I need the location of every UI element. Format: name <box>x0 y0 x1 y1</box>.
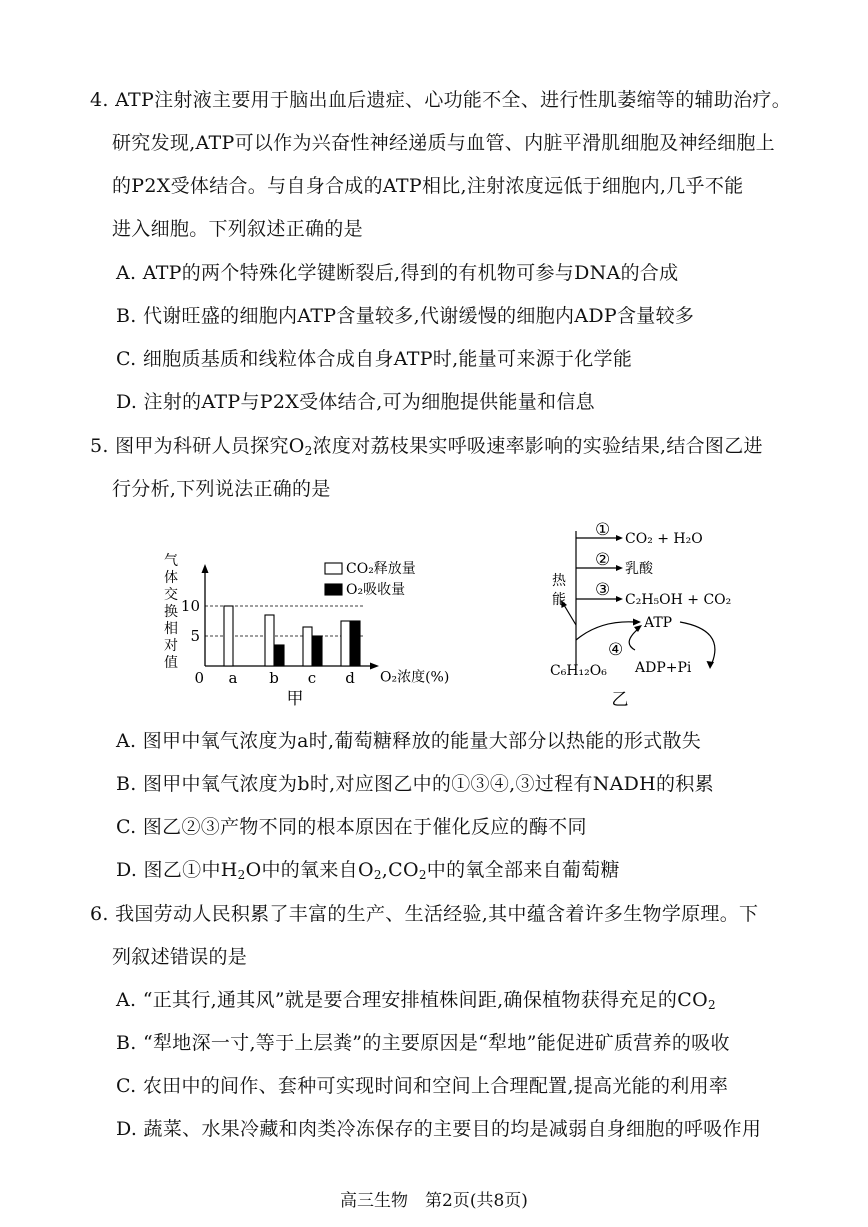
q5-option-b: B. 图甲中氧气浓度为b时,对应图乙中的①③④,③过程有NADH的积累 <box>116 773 714 795</box>
q6-line-1: 6. 我国劳动人民积累了丰富的生产、生活经验,其中蕴含着许多生物学原理。下 <box>90 903 759 925</box>
y-tick-labels <box>181 597 200 645</box>
q4-line-4: 进入细胞。下列叙述正确的是 <box>112 218 363 240</box>
y-axis-label-char: 对 <box>164 638 178 654</box>
legend-swatch-o2 <box>325 584 342 595</box>
path-3-product: C₂H₅OH + CO₂ <box>625 592 732 608</box>
y-tick-label: 10 <box>180 597 200 615</box>
heat-label-1: 热 <box>552 573 566 589</box>
q5-option-d: D. 图乙①中$H_2O$中的氧来自$O_2,CO_2$中的氧全部来自葡萄糖 <box>116 859 620 882</box>
q4-line-1 <box>90 88 791 112</box>
figure-yi-diagram <box>540 515 740 710</box>
y-axis-label <box>164 553 178 671</box>
cycle-arrow-head <box>707 661 715 669</box>
figure-jia-caption: 甲 <box>286 689 304 708</box>
q5-option-c: C. 图乙②③产物不同的根本原因在于催化反应的酶不同 <box>116 816 587 838</box>
y-axis-label-char: 值 <box>164 655 178 671</box>
x-tick-label: b <box>269 669 279 688</box>
cycle-arc-right <box>680 622 715 663</box>
legend-co2-label: CO₂释放量 <box>346 561 416 577</box>
q4-number: 4. <box>90 89 109 111</box>
q4-line-2: 研究发现,ATP可以作为兴奋性神经递质与血管、内脏平滑肌细胞及神经细胞上 <box>112 132 775 154</box>
branch-2-arrow <box>616 565 623 571</box>
adp-label: ADP+Pi <box>635 660 692 676</box>
bar-d-co2 <box>341 621 350 666</box>
bar-b-co2 <box>265 615 274 666</box>
q4-line-3: 的P2X受体结合。与自身合成的ATP相比,注射浓度远低于细胞内,几乎不能 <box>112 175 744 197</box>
q4-option-c: C. 细胞质基质和线粒体合成自身ATP时,能量可来源于化学能 <box>116 348 633 370</box>
y-axis-label-char: 相 <box>164 621 178 637</box>
atp-label: ATP <box>644 615 673 631</box>
energy-arrow <box>576 622 635 640</box>
heat-label-2: 能 <box>552 592 566 608</box>
bar-c-o2 <box>313 636 322 666</box>
q4-stem-1: ATP注射液主要用于脑出血后遗症、心功能不全、进行性肌萎缩等的辅助治疗。 <box>115 89 792 111</box>
page-footer: 高三生物 第2页(共8页) <box>340 1191 528 1211</box>
bar-c-co2 <box>303 627 312 666</box>
y-axis-label-char: 换 <box>164 604 178 620</box>
x-axis-arrow <box>370 663 379 670</box>
heat-line <box>564 605 576 625</box>
branch-1-arrow <box>616 535 623 541</box>
q6-line-2: 列叙述错误的是 <box>112 946 248 968</box>
y-axis-arrow <box>202 564 209 573</box>
origin-label: 0 <box>194 669 204 688</box>
q4-option-d: D. 注射的ATP与P2X受体结合,可为细胞提供能量和信息 <box>116 391 595 413</box>
legend-o2-label: O₂吸收量 <box>346 582 406 598</box>
energy-arrow-head <box>633 619 641 626</box>
q4-option-b: B. 代谢旺盛的细胞内ATP含量较多,代谢缓慢的细胞内ADP含量较多 <box>116 305 695 327</box>
q6-option-c: C. 农田中的间作、套种可实现时间和空间上合理配置,提高光能的利用率 <box>116 1075 729 1097</box>
legend <box>325 561 416 598</box>
path-1-number: ① <box>595 520 611 540</box>
bar-d-o2 <box>351 621 360 666</box>
y-axis-label-char: 体 <box>164 570 178 586</box>
legend-swatch-co2 <box>325 563 342 574</box>
path-2-product: 乳酸 <box>625 561 653 577</box>
q4-option-a: A. ATP的两个特殊化学键断裂后,得到的有机物可参与DNA的合成 <box>116 262 679 284</box>
path-3-number: ③ <box>595 580 611 600</box>
q6-option-d: D. 蔬菜、水果冷藏和肉类冷冻保存的主要目的均是减弱自身细胞的呼吸作用 <box>116 1118 762 1140</box>
x-tick-label: c <box>307 669 317 688</box>
x-tick-label: d <box>345 669 355 688</box>
figure-yi-caption: 乙 <box>611 690 629 710</box>
bar-b-o2 <box>275 645 284 666</box>
path-2-number: ② <box>595 550 611 570</box>
y-axis-label-char: 气 <box>164 553 178 569</box>
y-tick-label: 5 <box>190 627 200 645</box>
cycle-arc-left <box>629 629 638 650</box>
path-1-product: CO₂ + H₂O <box>625 531 703 547</box>
x-tick-label: a <box>228 669 238 688</box>
bar-a-co2 <box>224 606 233 666</box>
q6-option-a: A. “正其行,通其风”就是要合理安排植株间距,确保植物获得充足的$CO_2$ <box>116 989 716 1012</box>
figure-jia-bar-chart <box>160 548 470 708</box>
x-tick-labels <box>229 669 356 687</box>
x-axis-label: O₂浓度(%) <box>380 669 450 686</box>
substrate-label: C₆H₁₂O₆ <box>550 663 607 679</box>
y-axis-label-char: 交 <box>164 587 178 603</box>
path-4-number: ④ <box>608 640 624 660</box>
q6-option-b: B. “犁地深一寸,等于上层粪”的主要原因是“犁地”能促进矿质营养的吸收 <box>116 1032 730 1054</box>
branch-3-arrow <box>616 596 623 602</box>
q5-option-a: A. 图甲中氧气浓度为a时,葡萄糖释放的能量大部分以热能的形式散失 <box>116 730 702 752</box>
q5-line-2: 行分析,下列说法正确的是 <box>112 478 331 500</box>
q5-line-1: 5. 图甲为科研人员探究$O_2$浓度对荔枝果实呼吸速率影响的实验结果,结合图乙进 <box>90 435 763 458</box>
